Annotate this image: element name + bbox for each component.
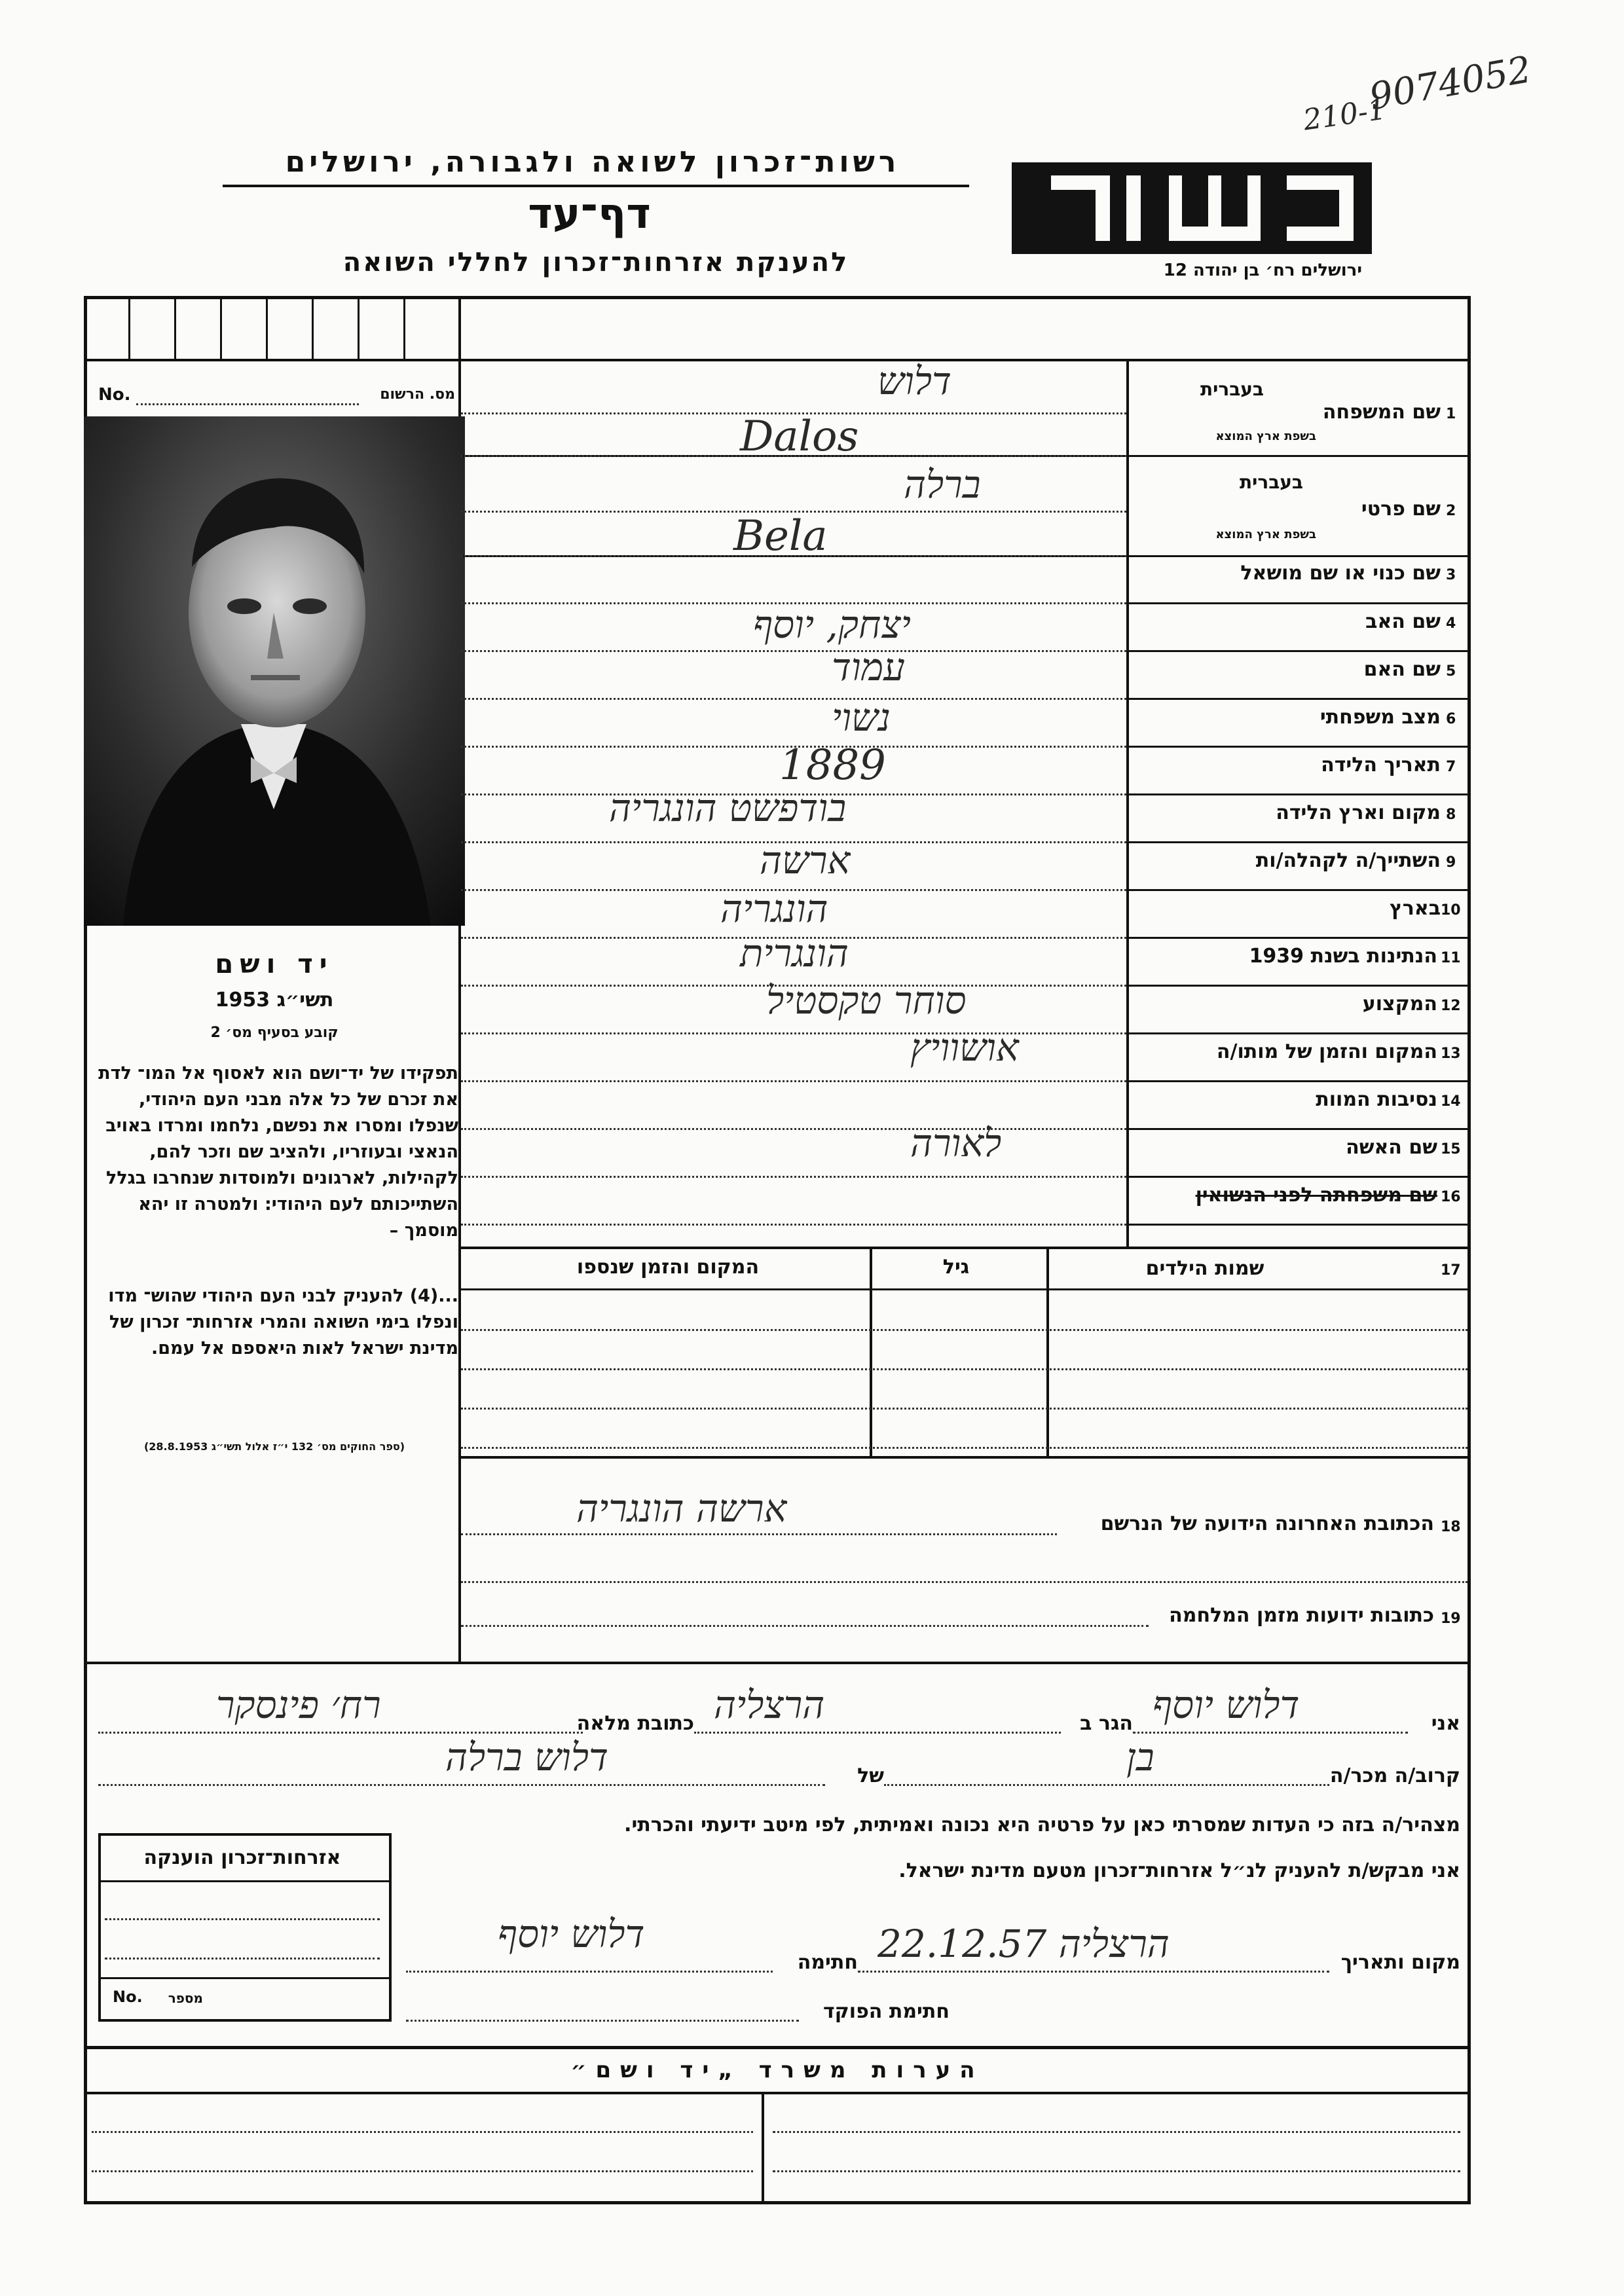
field-11-num: 11 [1441,950,1461,966]
field-14-num: 14 [1441,1093,1461,1110]
decl-statement: מצהיר/ה בזה כי העדות שמסרתי כאן על פרטיה היא נכונה ואמיתית, לפי מיטב ידיעתי והכרתי. [624,1813,1460,1836]
decl-place-date-value: הרצליה 22.12.57 [877,1922,1170,1966]
field-9-label: השתייך/ה לקהלה/ות [1255,849,1441,872]
field-19-num: 19 [1441,1611,1461,1627]
decl-relation-value: בן [1126,1735,1154,1779]
law-text: תפקידו של יד־ושם הוא לאסוף אל המו־ לדת את זכרם של כל אלה מבני העם היהודי, שנפלו ומסרו את נפשם, נלחמו ומרדו באויב הנאצי ובעוזריו, ולהציב שם וזכר להם, לקהילות, לארגונים ולמוסדות שנחרבו בגלל השתייכותם לעם היהודי: ולמטרה זו יהא מוסמך – [98,1063,458,1241]
office-notes-top [84,2046,1471,2049]
yad-vashem-logo [1012,162,1372,254]
field-1-value-local: Dalos [740,412,859,461]
field-5-num: 5 [1446,663,1456,680]
decl-resides-label: הגר ב [1080,1712,1133,1735]
children-num: 17 [1441,1262,1461,1279]
children-col-age: גיל [942,1256,970,1279]
field-6-value: נשוי [832,695,891,740]
field-2-value-local: Bela [733,512,828,560]
address-section-bottom [84,1662,1471,1664]
decl-signature-value: דלוש יוסף [498,1912,645,1956]
frame-bottom [84,2201,1471,2204]
regbox-divider [458,296,461,359]
field-8-num: 8 [1446,807,1456,823]
children-col-age-divider [870,1247,872,1456]
decl-place-date-label: מקום ותאריך [1340,1951,1460,1974]
field-15-label: שם האשה [1346,1136,1437,1159]
citizenship-box-title: אזרחות־זכרון הוענקה [143,1846,341,1869]
field-11-value: הונגרית [740,931,849,975]
form-title: דף־עד [528,190,651,238]
field-1-label: שם המשפחה [1322,401,1441,424]
sidebar-year: תשי״ג 1953 [215,989,334,1011]
field-19-label: כתובות ידועות מזמן המלחמה [1169,1604,1434,1627]
field-10-value: הונגריה [720,886,828,931]
field-15-value: לאורה [910,1121,1002,1165]
field-5-label: שם האם [1363,658,1441,681]
office-notes-title: הערות משרד „יד ושם״ [570,2057,984,2083]
field-4-value: יצחק, יוסף [753,602,911,647]
field-6-label: מצב משפחתי [1320,706,1441,729]
field-2-label: שם פרטי [1361,498,1441,520]
law-clause-4: ...(4) להעניק לבני העם היהודי שהוש־ מדו ונפלו בימי השואה והמרי אזרחות־ זכרון של מדינת ישראל לאות היאספם אל עמם. [108,1286,458,1358]
decl-signature-label: חתימה [797,1951,858,1974]
field-8-label: מקום וארץ הלידה [1276,801,1441,824]
decl-city: הרצליה [714,1683,825,1727]
field-12-label: המקצוע [1362,993,1437,1015]
field-3-label: שם כנוי או שם מושאל [1240,562,1441,585]
field-1-num: 1 [1446,406,1456,422]
children-col-names: שמות הילדים [1145,1257,1264,1280]
regbox-bottom [84,359,1471,361]
field-15-num: 15 [1441,1141,1461,1157]
field-16-label: שם משפחתה לפני הנשואין [1195,1184,1437,1207]
field-7-label: תאריך הלידה [1321,754,1441,776]
form-subtitle: להענקת אזרחות־זכרון לחללי השואה [342,247,849,278]
field-1-local-tag: בשפת ארץ המוצא [1215,429,1316,443]
field-9-num: 9 [1446,854,1456,871]
decl-official-label: חתימת הפוקד [823,2000,950,2023]
corner-note-1: 210-1 [1301,92,1388,137]
field-7-num: 7 [1446,759,1456,775]
citizenship-number-label: מספר [168,1990,203,2006]
decl-of-value: דלוש ברלה [445,1735,608,1779]
children-col-place: המקום והזמן שנספו [576,1256,760,1279]
field-13-label: המקום והזמן של מותו/ה [1216,1040,1437,1063]
decl-address-label: כתובת מלאה [576,1712,694,1735]
field-2-hebrew-tag: בעברית [1239,471,1303,493]
sidebar-clause: קובע בסעיף מס׳ 2 [210,1025,339,1041]
field-8-value: בודפשט הונגריה [609,786,847,830]
field-10-num: 10 [1441,902,1461,919]
field-1-hebrew-tag: בעברית [1200,378,1264,400]
office-notes-divider [762,2092,764,2203]
field-3-num: 3 [1446,567,1456,583]
field-18-label: הכתובת האחרונה הידועה של הנרשם [1100,1512,1434,1535]
field-2-local-tag: בשפת ארץ המוצא [1215,528,1316,541]
decl-of-label: של [857,1764,884,1787]
decl-request: אני מבקש/ת להעניק לנ״ל אזרחות־זכרון מטעם מדינת ישראל. [898,1859,1460,1882]
corner-note-2: 9074052 [1366,48,1535,119]
frame-top [84,296,1471,299]
reg-no-hebrew: מס. הרשום [380,386,455,403]
field-1-value-hebrew: דלוש [877,359,951,403]
field-12-num: 12 [1441,998,1461,1014]
institution-name: רשות־זכרון לשואה ולגבורה, ירושלים [285,145,900,179]
field-4-num: 4 [1446,615,1456,632]
field-18-value: ארשה הונגריה [576,1486,787,1531]
field-6-num: 6 [1446,711,1456,727]
field-2-num: 2 [1446,503,1456,519]
label-column-divider [1126,359,1129,1247]
decl-ani: אני [1431,1712,1460,1735]
logo-address: ירושלים רח׳ בן יהודה 12 [1163,261,1362,280]
citizenship-no-label: No. [113,1988,143,2006]
field-13-num: 13 [1441,1046,1461,1062]
children-col-names-divider [1046,1247,1049,1456]
reg-no-label: No. [98,385,131,405]
decl-witness-name: דלוש יוסף [1153,1683,1300,1727]
field-18-num: 18 [1441,1519,1461,1535]
portrait-photo [84,416,465,926]
field-12-value: סוחר טקסטיל [766,978,967,1023]
field-14-label: נסיבות המוות [1316,1088,1437,1111]
field-7-value: 1889 [779,741,886,790]
institution-underline [223,185,969,187]
field-10-label: בארץ [1389,897,1441,920]
field-16-num: 16 [1441,1189,1461,1205]
sidebar-org-name: יד ושם [215,949,334,979]
field-2-value-hebrew: ברלה [904,462,981,507]
field-11-label: הנתינות בשנת 1939 [1249,945,1437,968]
field-13-value: אושוויץ [910,1025,1019,1070]
decl-address-value: רח׳ פינסקר [216,1683,381,1727]
field-5-value: עמוד [832,645,905,689]
field-4-label: שם האב [1365,610,1441,633]
field-9-value: ארשה [760,838,851,883]
law-citation: (ספר החוקים מס׳ 132 י״ז אלול תשי״ג 28.8.1953) [143,1440,405,1453]
frame-right [1467,296,1471,2204]
decl-relation-label: קרוב/ה מכר/ה [1329,1764,1460,1787]
children-header-bottom [461,1288,1467,1290]
